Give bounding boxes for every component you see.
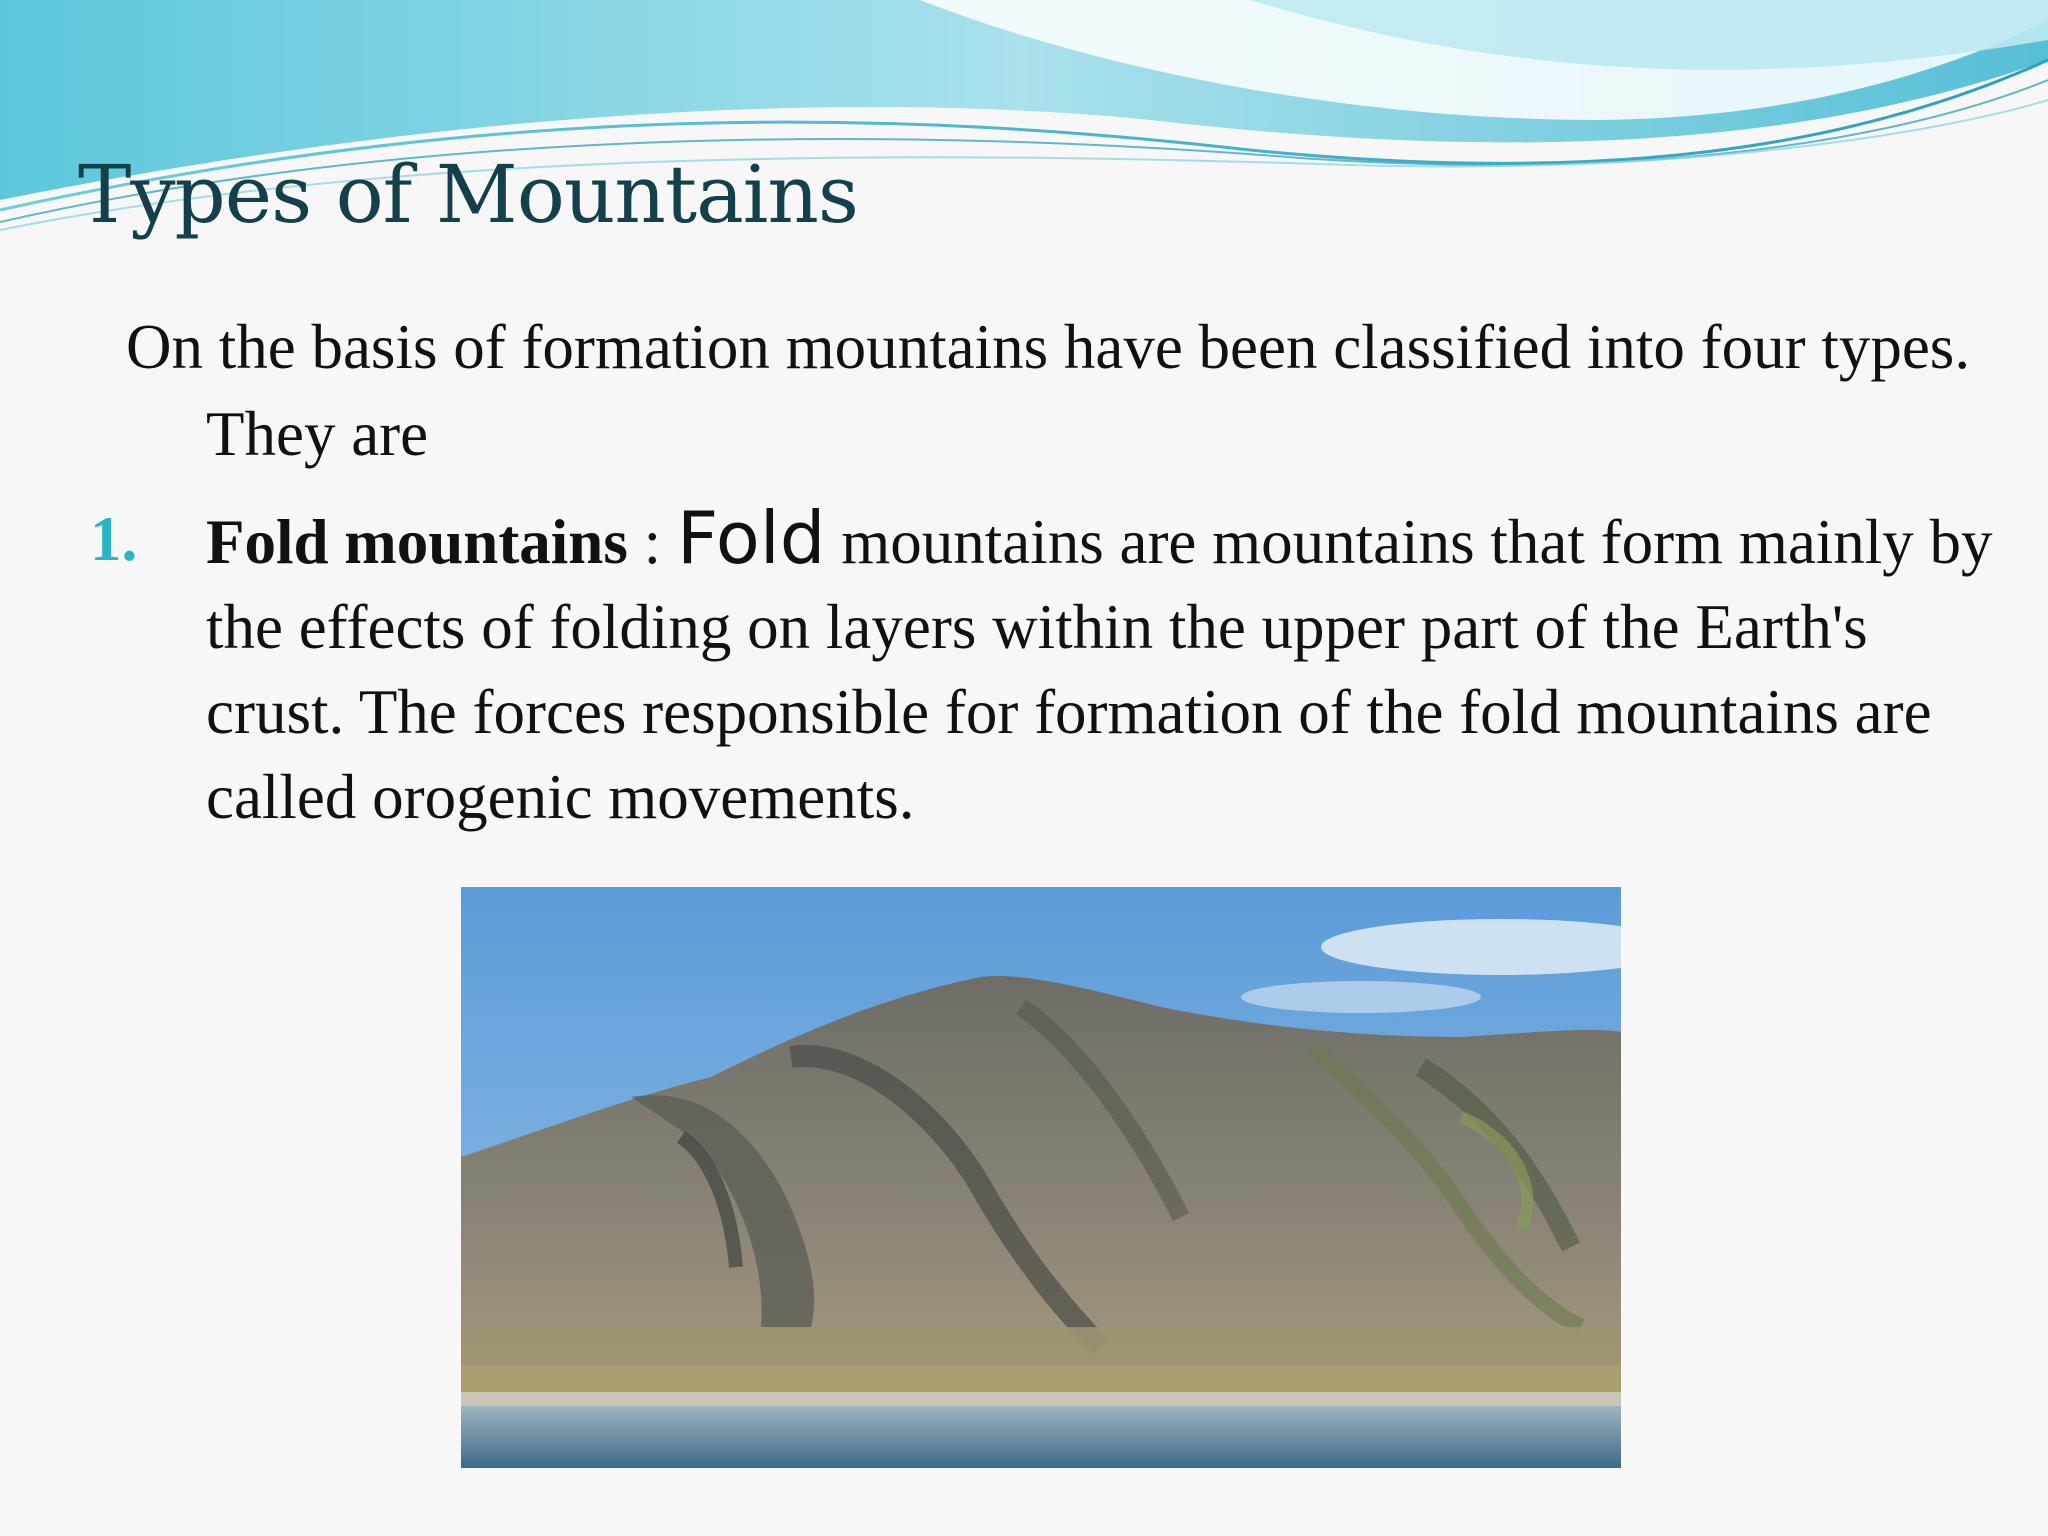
item-description: mountains are mountains that form mainly by the effects of folding on layers within the upper part of the Earth's crust. The forces responsible for formation of the fold mountains are called orogenic movements.: [206, 507, 1993, 832]
list-number: 1.: [90, 504, 138, 574]
term-fold-mountains: Fold mountains: [206, 507, 628, 577]
list-item-body: [206, 496, 2006, 840]
fold-mountain-photo: [461, 887, 1621, 1468]
intro-paragraph: On the basis of formation mountains have been classified into four types. They are: [126, 312, 1971, 469]
emphasis-word: Fold: [676, 496, 826, 580]
term-separator: :: [627, 507, 677, 577]
slide-title: Types of Mountains: [78, 148, 858, 241]
